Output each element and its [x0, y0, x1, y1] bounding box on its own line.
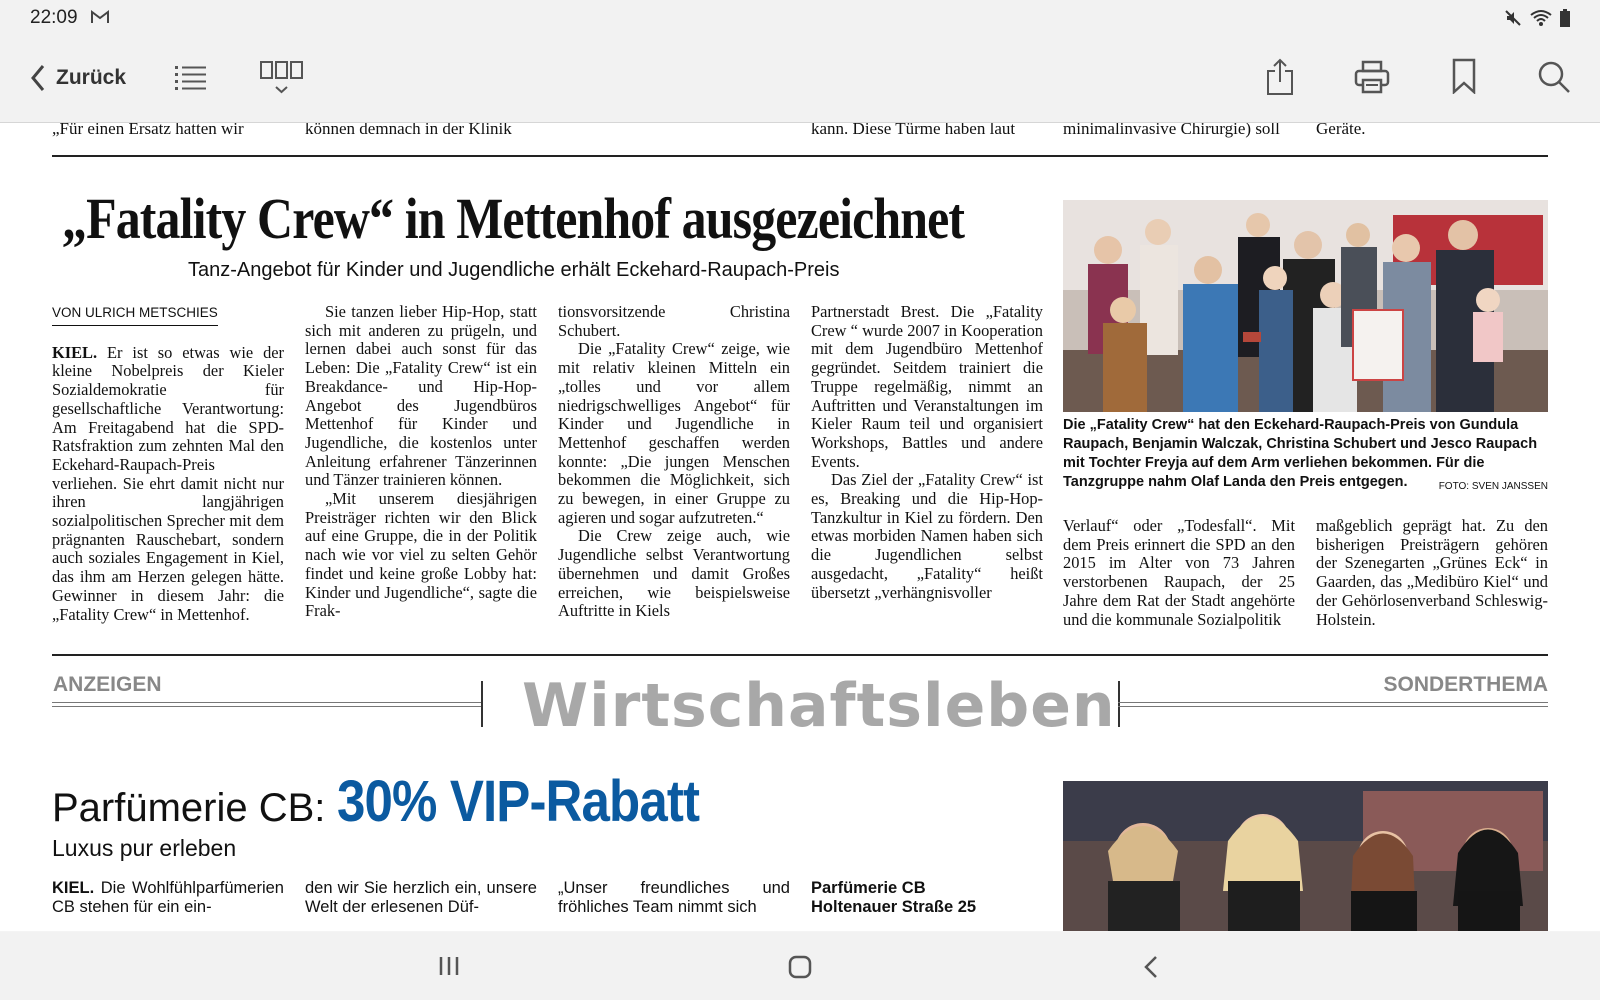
divider [1118, 681, 1120, 727]
article-text: maßgeblich geprägt hat. Zu den bisherigen Preisträgern gehören der Szenegarten „Grünes Eck“ in Gaarden, das „Medibüro Kiel“ und der Gehörlosenverband Schleswig-Holstein. [1316, 516, 1548, 629]
divider [52, 702, 482, 703]
home-icon[interactable] [788, 955, 812, 979]
prev-article-fragment: minimalinvasive Chirurgie) soll [1063, 123, 1280, 138]
back-nav-icon[interactable] [1143, 955, 1159, 979]
ad-dateline: KIEL. [52, 879, 95, 897]
ad-address [811, 879, 1043, 917]
ad-address-street: Holtenauer Straße 25 [811, 898, 977, 916]
gmail-icon [91, 10, 109, 24]
article-column-6 [1316, 517, 1548, 629]
ad-column-1 [52, 879, 284, 917]
article-text: Er ist so etwas wie der kleine Nobelpreis der Kieler Sozialdemokratie für gesellschaftliche Verantwortung: Am Freitagabend hat die SPD-Ratsfraktion zum zehnten Mal den Eckehard-Raupach-Preis verliehen. Sie ehrt damit nicht nur ihren langjährigen sozialpolitischen Sprecher mit dem prägnanten Rauschebart, sondern auch soziales Engagement in Kiel, das ihm am Herzen gelegen hätte. Gewinner in diesem Jahr: die „Fatality Crew“ in Mettenhof. [52, 342, 284, 624]
divider [481, 681, 483, 727]
photo-caption [1063, 416, 1548, 496]
article-column-5 [1063, 517, 1295, 629]
article-paragraph: Die „Fatality Crew“ zeige, wie mit relativ kleinen Mitteln ein „tolles und vor allem niedrigschwelliges Angebot“ für Kinder und Jugendliche in Mettenhof geschaffen werden konnte: „Die jungen Menschen bekommen die Möglichkeit, sich zu bewegen, in einer Gruppe zu agieren und sogar aufzutreten.“ [558, 339, 790, 527]
status-icons [1504, 9, 1570, 27]
ad-text: den wir Sie herzlich ein, unsere Welt der erlesenen Düf- [305, 879, 537, 916]
system-nav-bar [0, 932, 1600, 1000]
recent-apps-icon[interactable] [438, 956, 460, 976]
photo-credit: FOTO: SVEN JANSSEN [1438, 481, 1548, 492]
article-text: Verlauf“ oder „Todesfall“. Mit dem Preis erinnert die SPD an den 2015 im Alter von 73 Jahren verstorbenen Raupach, der 25 Jahre dem Rat der Stadt angehörte und die kommunale Sozialpolitik [1063, 516, 1295, 629]
ad-subline: Luxus pur erleben [52, 835, 237, 861]
article-paragraph: tionsvorsitzende Christina Schubert. [558, 302, 790, 340]
article-paragraph: Sie tanzen lieber Hip-Hop, statt sich mit anderen zu prügeln, und lernen dabei auch sonst für das Leben: Die „Fatality Crew“ ist ein Breakdance- und Hip-Hop-Angebot des Jugendbüros Mettenhof für Kinder und Jugendliche, die kostenlos unter Anleitung erfahrener Tänzerinnen und Tänzer trainieren können. [305, 302, 537, 490]
search-icon[interactable] [1537, 60, 1571, 94]
status-bar [0, 0, 1600, 36]
prev-article-fragment: können demnach in der Klinik [305, 123, 512, 138]
wifi-icon [1530, 9, 1552, 27]
ad-address-name: Parfümerie CB [811, 879, 926, 897]
article-paragraph: Das Ziel der „Fatality Crew“ ist es, Breaking und die Hip-Hop-Tanzkultur in Kiel zu fördern. Den etwas morbiden Namen haben sich die Jugendlichen selbst ausgedacht, „Fatality“ heißt übersetzt „verhängnisvoller [811, 470, 1043, 602]
epaper-page[interactable] [0, 123, 1600, 931]
status-time: 22:09 [30, 7, 78, 28]
reader-toolbar [0, 36, 1600, 123]
ad-column-3 [558, 879, 790, 917]
section-title: Wirtschaftsleben [522, 671, 1116, 741]
back-button[interactable] [30, 64, 126, 92]
print-icon[interactable] [1354, 60, 1390, 94]
article-column-1 [52, 303, 284, 624]
prev-article-fragment: Geräte. [1316, 123, 1366, 138]
article-paragraph: Partnerstadt Brest. Die „Fatality Crew “ wurde 2007 in Kooperation mit dem Jugendbüro Mettenhof gegründet. Seitdem trainiert die Truppe regelmäßig, nimmt an Auftritten und Veranstaltungen im Kieler Raum teil und organisiert Workshops, Battles und andere Events. [811, 302, 1043, 471]
ad-headline-part2: 30% VIP-Rabatt [336, 769, 699, 834]
ad-headline-part1: Parfümerie CB: [52, 786, 337, 830]
ad-photo[interactable] [1063, 781, 1548, 931]
divider [1118, 706, 1548, 707]
share-icon[interactable] [1266, 58, 1294, 96]
page-view-dropdown-icon[interactable] [259, 60, 305, 98]
article-photo[interactable] [1063, 200, 1548, 412]
article-dateline: KIEL. [52, 342, 98, 362]
article-column-2 [305, 303, 537, 621]
article-paragraph: Die Crew zeige auch, wie Jugendliche selbst Verantwortung übernehmen und damit Großes erreichen, wie beispielsweise Auftritte in Kiels [558, 526, 790, 621]
back-label: Zurück [56, 66, 127, 89]
prev-article-fragment: kann. Diese Türme haben laut [811, 123, 1016, 138]
divider [52, 155, 1548, 157]
prev-article-fragment: „Für einen Ersatz hatten wir [52, 123, 244, 138]
list-view-icon[interactable] [175, 64, 207, 90]
group-photo-image [1063, 200, 1548, 412]
divider [52, 706, 482, 707]
chevron-left-icon [30, 64, 46, 92]
article-subheadline: Tanz-Angebot für Kinder und Jugendliche erhält Eckehard-Raupach-Preis [188, 259, 840, 281]
article-paragraph: „Mit unserem diesjährigen Preisträger richten wir den Blick auf eine Gruppe, die in der Politik nach wie vor viel zu selten Gehör findet und keine große Lobby hat: Kinder und Jugendliche“, sagte die Frak- [305, 489, 537, 621]
article-column-3 [558, 303, 790, 621]
mute-icon [1504, 9, 1522, 27]
article-headline: „Fatality Crew“ in Mettenhof ausgezeichnet [62, 186, 965, 251]
battery-icon [1560, 9, 1570, 27]
ad-text: „Unser freundliches und fröhliches Team nimmt sich [558, 879, 790, 916]
ad-column-2 [305, 879, 537, 917]
team-photo-image [1063, 781, 1548, 931]
article-byline: VON ULRICH METSCHIES [52, 304, 218, 326]
caption-text: Die „Fatality Crew“ hat den Eckehard-Raupach-Preis von Gundula Raupach, Benjamin Walczak, Christina Schubert und Jesco Raupach mit Tochter Freyja auf dem Arm verliehen bekommen. Für die Tanzgruppe nahm Olaf Landa den Preis entgegen. [1063, 417, 1538, 490]
divider [52, 654, 1548, 656]
divider [1118, 702, 1548, 703]
section-label-ads: ANZEIGEN [53, 673, 162, 696]
section-label-special: SONDERTHEMA [1383, 673, 1548, 696]
article-column-4 [811, 303, 1043, 602]
bookmark-icon[interactable] [1452, 58, 1476, 94]
ad-headline [52, 768, 748, 835]
ad-text: Die Wohlfühlparfümerien CB stehen für ein ein- [52, 879, 284, 916]
